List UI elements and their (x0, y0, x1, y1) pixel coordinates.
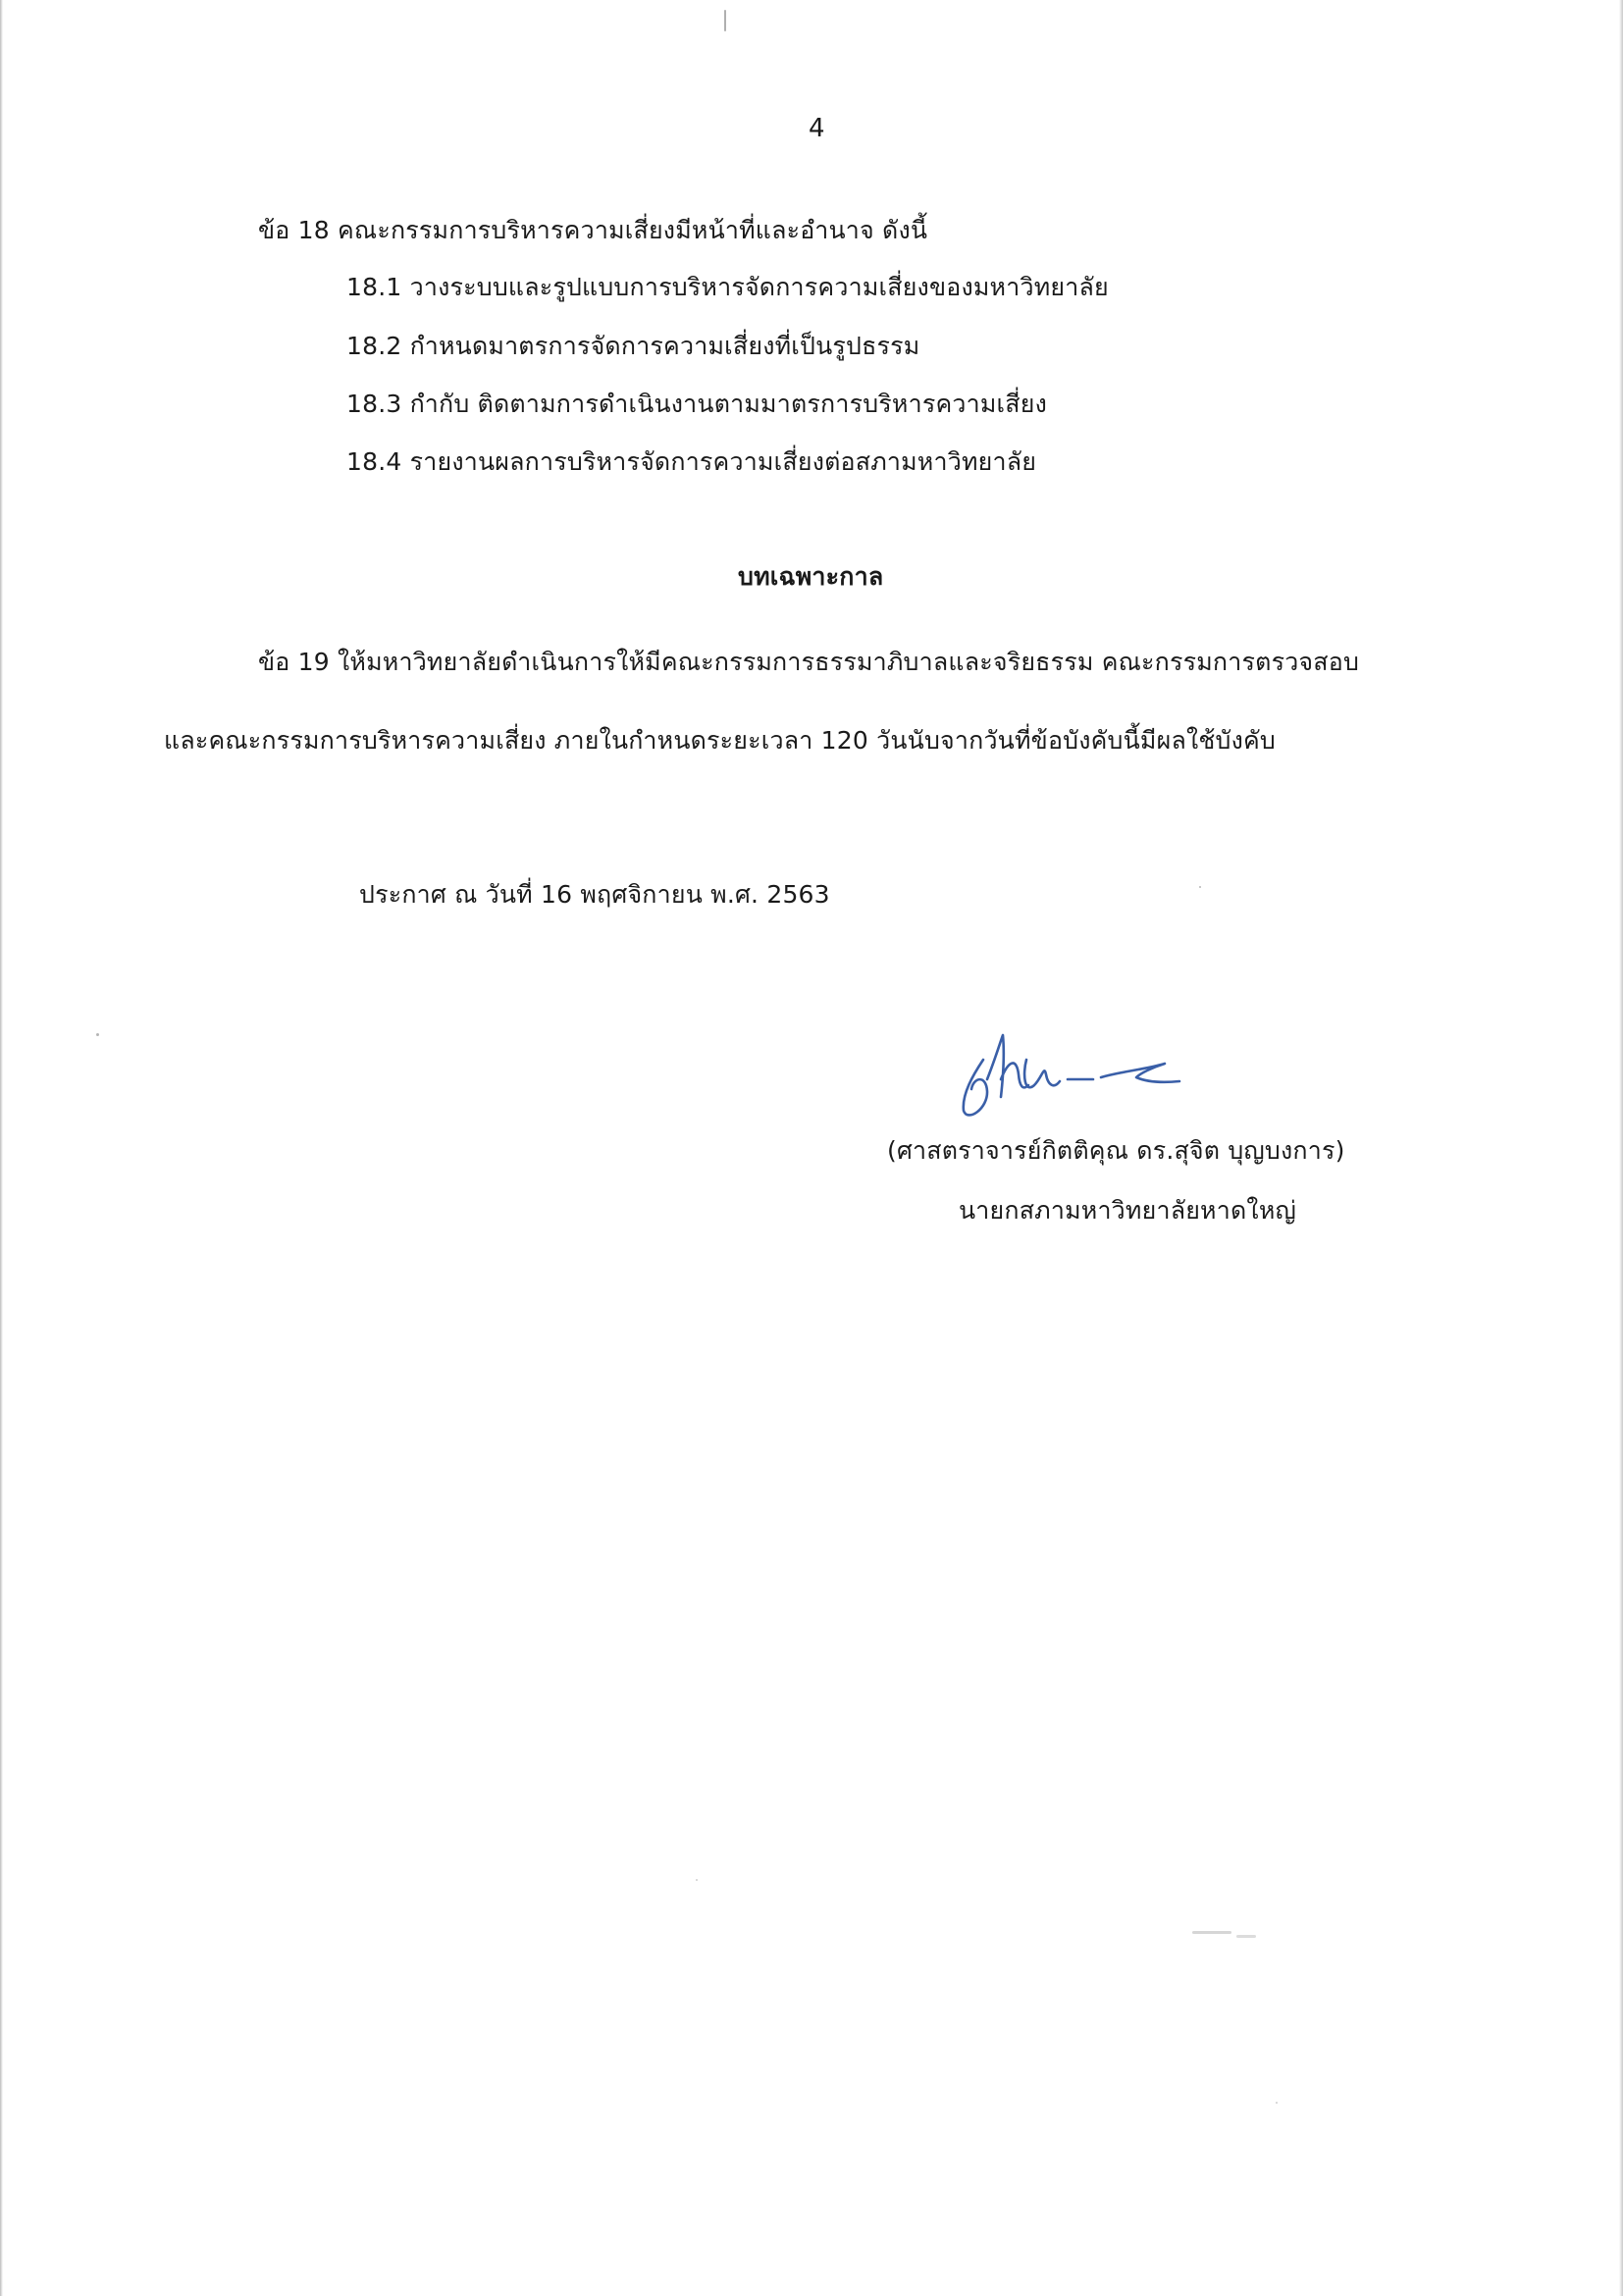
clause-18-heading: ข้อ 18 คณะกรรมการบริหารความเสี่ยงมีหน้าที่และอำนาจ ดังนี้ (258, 216, 928, 244)
clause-18-item: 18.4 รายงานผลการบริหารจัดการความเสี่ยงต่อสภามหาวิทยาลัย (346, 447, 1037, 476)
scan-speck (96, 1033, 99, 1036)
scan-smudge (1236, 1935, 1256, 1938)
clause-18-item: 18.3 กำกับ ติดตามการดำเนินงานตามมาตรการบริหารความเสี่ยง (346, 390, 1048, 418)
scan-speck (1276, 2102, 1278, 2104)
scan-mark (724, 10, 726, 31)
announcement-date: ประกาศ ณ วันที่ 16 พฤศจิกายน พ.ศ. 2563 (359, 880, 830, 909)
clause-18-item: 18.1 วางระบบและรูปแบบการบริหารจัดการความเสี่ยงของมหาวิทยาลัย (346, 273, 1109, 301)
signer-title: นายกสภามหาวิทยาลัยหาดใหญ่ (959, 1196, 1296, 1225)
scan-smudge (1192, 1931, 1231, 1934)
signer-name: (ศาสตราจารย์กิตติคุณ ดร.สุจิต บุญบงการ) (887, 1136, 1345, 1165)
clause-19-line-2: และคณะกรรมการบริหารความเสี่ยง ภายในกำหนดระยะเวลา 120 วันนับจากวันที่ข้อบังคับนี้มีผลใช้บังคับ (164, 726, 1277, 755)
clause-19-line-1: ข้อ 19 ให้มหาวิทยาลัยดำเนินการให้มีคณะกรรมการธรรมาภิบาลและจริยธรรม คณะกรรมการตรวจสอบ (258, 648, 1360, 676)
page-number: 4 (809, 114, 825, 143)
scan-speck (1199, 886, 1201, 888)
transitional-provisions-heading: บทเฉพาะกาล (738, 562, 884, 591)
scan-speck (696, 1879, 698, 1881)
scan-edge-right (1619, 0, 1623, 2296)
handwritten-signature (944, 1020, 1238, 1128)
scan-edge-left (0, 0, 3, 2296)
clause-18-item: 18.2 กำหนดมาตรการจัดการความเสี่ยงที่เป็นรูปธรรม (346, 332, 920, 360)
